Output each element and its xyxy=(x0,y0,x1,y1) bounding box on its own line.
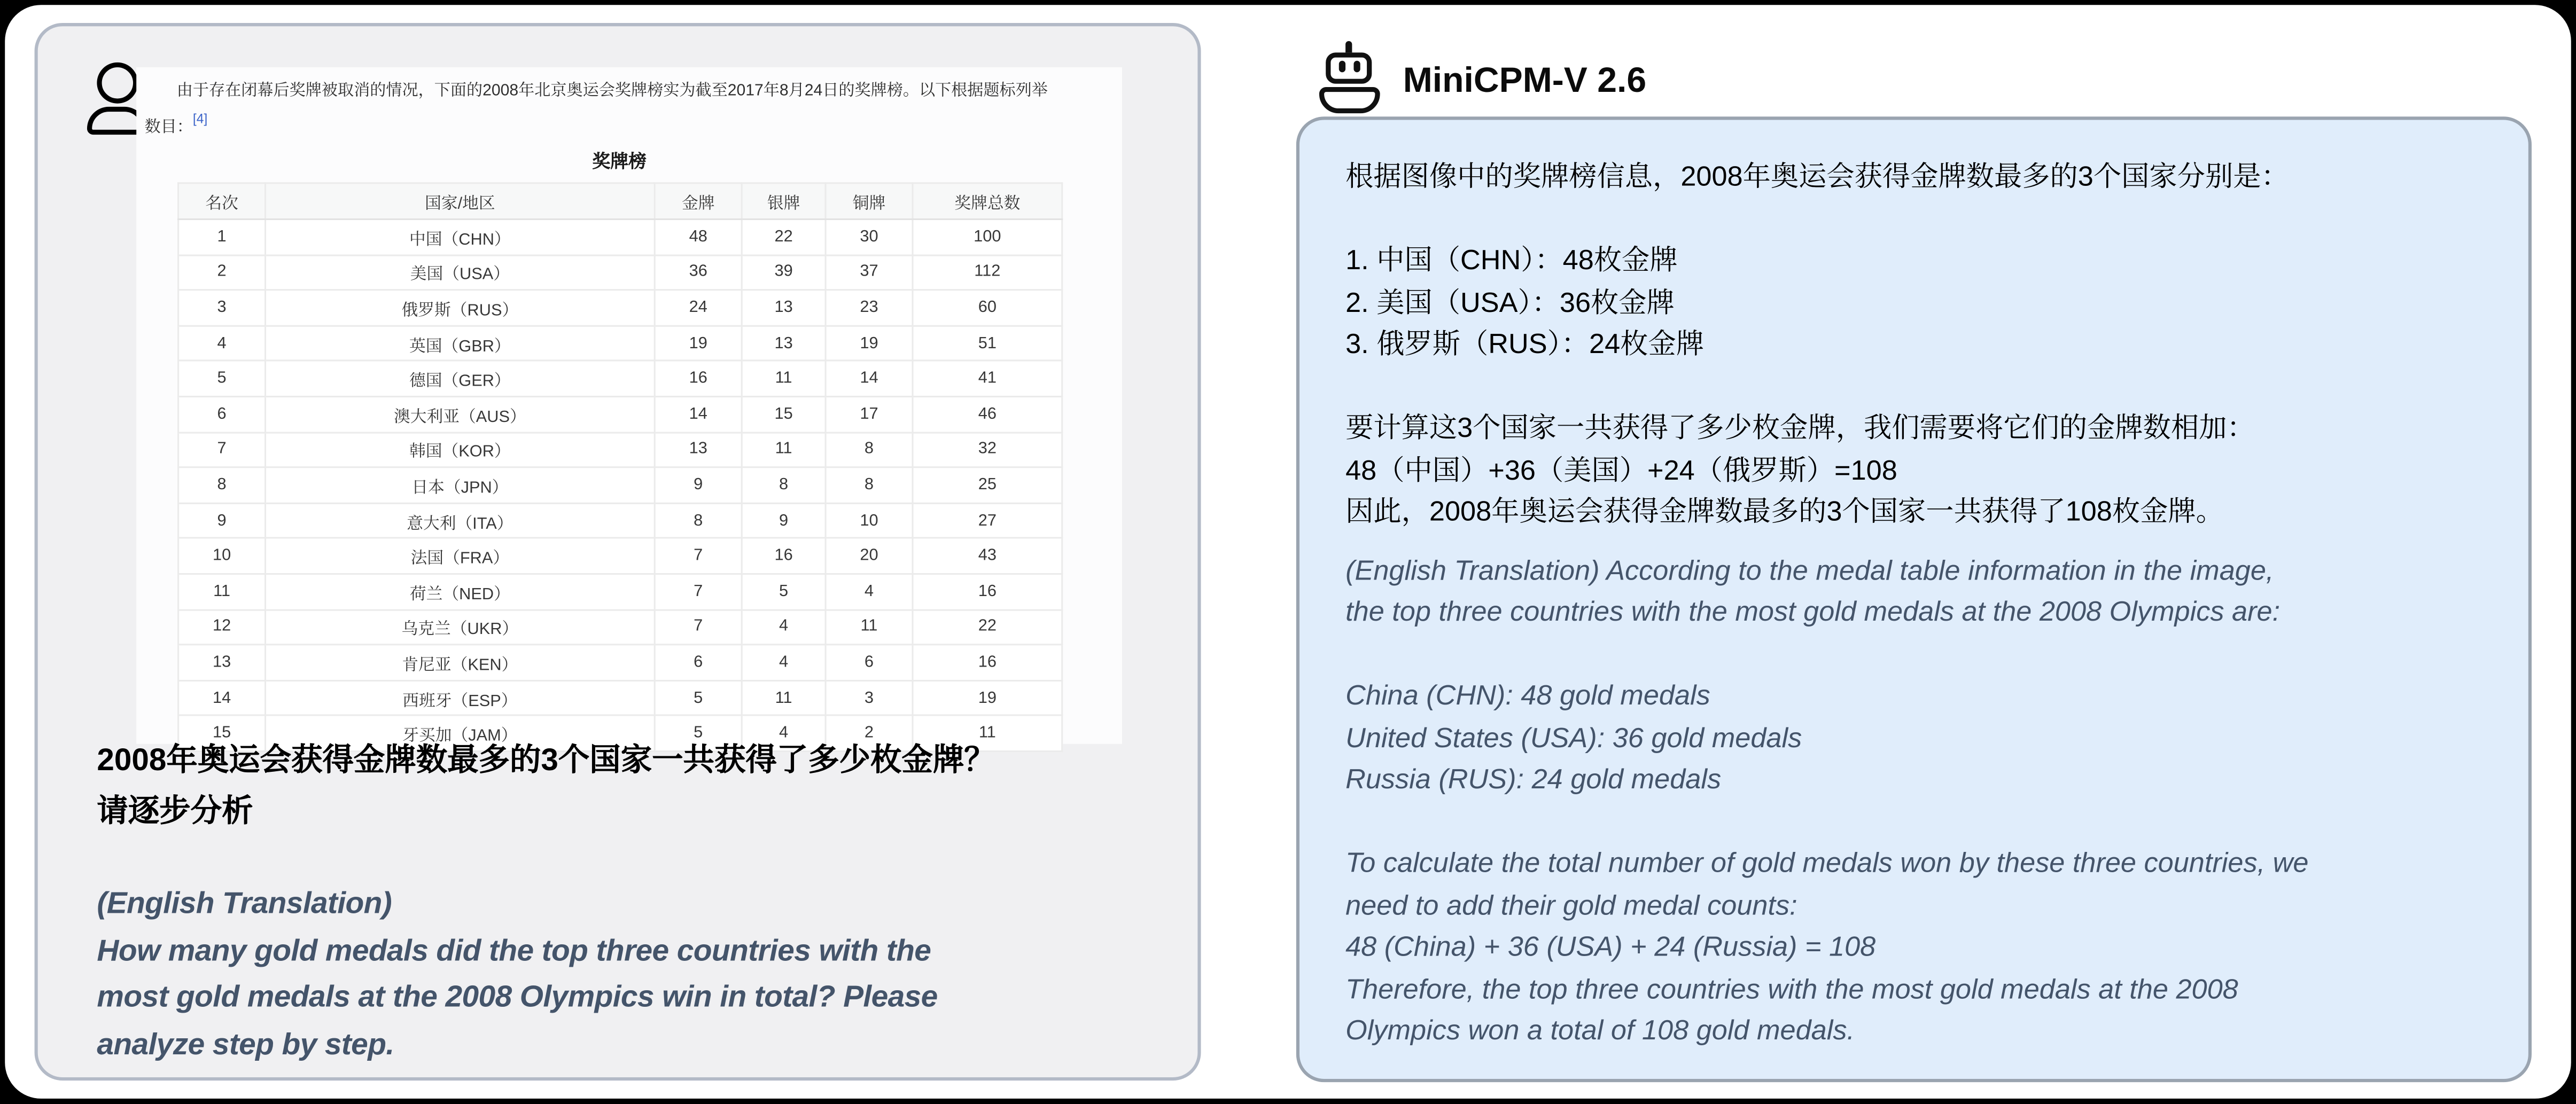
figure-sheet xyxy=(5,5,2571,1099)
table-row xyxy=(178,574,1062,609)
cell-rank: 14 xyxy=(178,680,266,716)
cell-silver: 8 xyxy=(742,467,826,503)
medal-table-header-cell: 银牌 xyxy=(742,183,826,220)
response-line-cn: 因此，2008年奥运会获得金牌数最多的3个国家一共获得了108枚金牌。 xyxy=(1345,496,2224,527)
response-line-en: United States (USA): 36 gold medals xyxy=(1345,722,1802,753)
cell-country: 肯尼亚（KEN） xyxy=(266,645,655,680)
cell-rank: 9 xyxy=(178,503,266,538)
cell-rank: 15 xyxy=(178,716,266,751)
cell-bronze: 10 xyxy=(826,503,913,538)
medal-table-header-cell: 金牌 xyxy=(655,183,742,220)
cell-total: 51 xyxy=(913,326,1062,361)
cell-country: 美国（USA） xyxy=(266,255,655,290)
cell-silver: 39 xyxy=(742,255,826,290)
response-chinese-block xyxy=(1345,156,2482,533)
cell-country: 中国（CHN） xyxy=(266,219,655,254)
response-english-block xyxy=(1345,549,2482,1052)
model-response-bubble xyxy=(1296,116,2532,1082)
response-line-en: To calculate the total number of gold medals won by these three countries, we xyxy=(1345,847,2309,879)
user-question-translation-line: analyze step by step. xyxy=(97,1025,394,1060)
medal-table-body xyxy=(178,219,1062,751)
cell-rank: 8 xyxy=(178,467,266,503)
snippet-paragraph-line2 xyxy=(145,108,1114,145)
cell-country: 乌克兰（UKR） xyxy=(266,609,655,645)
cell-total: 16 xyxy=(913,574,1062,609)
user-icon-head xyxy=(96,62,137,104)
cell-rank: 1 xyxy=(178,219,266,254)
cell-country: 荷兰（NED） xyxy=(266,574,655,609)
cell-gold: 7 xyxy=(655,609,742,645)
cell-silver: 11 xyxy=(742,680,826,716)
table-row xyxy=(178,645,1062,680)
cell-country: 西班牙（ESP） xyxy=(266,680,655,716)
cell-total: 25 xyxy=(913,467,1062,503)
cell-rank: 12 xyxy=(178,609,266,645)
cell-country: 意大利（ITA） xyxy=(266,503,655,538)
cell-silver: 11 xyxy=(742,432,826,467)
table-row xyxy=(178,609,1062,645)
cell-total: 46 xyxy=(913,396,1062,432)
cell-total: 60 xyxy=(913,290,1062,325)
user-question-translation-line: most gold medals at the 2008 Olympics win in total? Please xyxy=(97,978,938,1014)
response-line-cn: 2. 美国（USA）：36枚金牌 xyxy=(1345,286,1675,318)
cell-bronze: 6 xyxy=(826,645,913,680)
cell-total: 112 xyxy=(913,255,1062,290)
table-row xyxy=(178,538,1062,574)
cell-total: 41 xyxy=(913,361,1062,396)
cell-bronze: 8 xyxy=(826,467,913,503)
cell-gold: 13 xyxy=(655,432,742,467)
table-row xyxy=(178,432,1062,467)
cell-rank: 7 xyxy=(178,432,266,467)
cell-country: 德国（GER） xyxy=(266,361,655,396)
cell-rank: 13 xyxy=(178,645,266,680)
cell-rank: 11 xyxy=(178,574,266,609)
cell-bronze: 23 xyxy=(826,290,913,325)
table-row xyxy=(178,396,1062,432)
cell-rank: 4 xyxy=(178,326,266,361)
response-line-cn: 要计算这3个国家一共获得了多少枚金牌，我们需要将它们的金牌数相加： xyxy=(1345,412,2255,444)
cell-gold: 14 xyxy=(655,396,742,432)
response-line-cn: 根据图像中的奖牌榜信息，2008年奥运会获得金牌数最多的3个国家分别是： xyxy=(1345,161,2289,192)
response-line-cn xyxy=(1345,198,2482,239)
cell-gold: 48 xyxy=(655,219,742,254)
robot-head xyxy=(1326,52,1372,83)
user-question-translation-line: How many gold medals did the top three countries with the xyxy=(97,931,931,967)
cell-rank: 3 xyxy=(178,290,266,325)
cell-rank: 6 xyxy=(178,396,266,432)
cell-gold: 19 xyxy=(655,326,742,361)
cell-silver: 4 xyxy=(742,609,826,645)
response-line-en: Olympics won a total of 108 gold medals. xyxy=(1345,1015,1855,1046)
cell-bronze: 14 xyxy=(826,361,913,396)
response-line-en: the top three countries with the most gold medals at the 2008 Olympics are: xyxy=(1345,596,2281,628)
medal-table-header-cell: 铜牌 xyxy=(826,183,913,220)
cell-total: 19 xyxy=(913,680,1062,716)
cell-total: 27 xyxy=(913,503,1062,538)
response-line-en xyxy=(1345,801,2482,842)
response-line-en: need to add their gold medal counts: xyxy=(1345,889,1797,921)
cell-total: 16 xyxy=(913,645,1062,680)
cell-bronze: 20 xyxy=(826,538,913,574)
response-line-en: China (CHN): 48 gold medals xyxy=(1345,679,1710,711)
user-question-line: 2008年奥运会获得金牌数最多的3个国家一共获得了多少枚金牌？ xyxy=(97,743,995,779)
cell-gold: 36 xyxy=(655,255,742,290)
robot-antenna xyxy=(1345,41,1352,53)
response-line-cn xyxy=(1345,365,2482,407)
model-name: MiniCPM-V 2.6 xyxy=(1403,60,1647,100)
cell-silver: 22 xyxy=(742,219,826,254)
table-row xyxy=(178,680,1062,716)
table-row xyxy=(178,219,1062,254)
cell-country: 牙买加（JAM） xyxy=(266,716,655,751)
snippet-paragraph-line1: 由于存在闭幕后奖牌被取消的情况，下面的2008年北京奥运会奖牌榜实为截至2017年8月24日的奖牌榜。以下根据题标列举 xyxy=(176,82,1048,100)
cell-silver: 5 xyxy=(742,574,826,609)
cell-rank: 10 xyxy=(178,538,266,574)
table-row xyxy=(178,467,1062,503)
robot-icon xyxy=(1316,41,1382,120)
cell-gold: 16 xyxy=(655,361,742,396)
robot-eye-left xyxy=(1338,61,1344,73)
cell-total: 32 xyxy=(913,432,1062,467)
cell-total: 100 xyxy=(913,219,1062,254)
user-prompt-panel xyxy=(35,23,1201,1080)
cell-bronze: 30 xyxy=(826,219,913,254)
cell-gold: 24 xyxy=(655,290,742,325)
response-line-en: 48 (China) + 36 (USA) + 24 (Russia) = 108 xyxy=(1345,931,1876,962)
cell-bronze: 3 xyxy=(826,680,913,716)
cell-country: 澳大利亚（AUS） xyxy=(266,396,655,432)
user-question-line: 请逐步分析 xyxy=(97,795,253,829)
cell-silver: 11 xyxy=(742,361,826,396)
cell-silver: 13 xyxy=(742,326,826,361)
response-line-cn: 3. 俄罗斯（RUS）：24枚金牌 xyxy=(1345,328,1704,360)
medal-table-title: 奖牌榜 xyxy=(592,152,647,173)
citation-ref: [4] xyxy=(192,112,208,127)
cell-country: 英国（GBR） xyxy=(266,326,655,361)
cell-silver: 13 xyxy=(742,290,826,325)
cell-gold: 8 xyxy=(655,503,742,538)
cell-bronze: 8 xyxy=(826,432,913,467)
cell-bronze: 17 xyxy=(826,396,913,432)
cell-bronze: 4 xyxy=(826,574,913,609)
table-row xyxy=(178,326,1062,361)
table-row xyxy=(178,290,1062,325)
cell-total: 11 xyxy=(913,716,1062,751)
cell-gold: 7 xyxy=(655,538,742,574)
medal-table-header-cell: 国家/地区 xyxy=(266,183,655,220)
response-line-en: Russia (RUS): 24 gold medals xyxy=(1345,763,1722,795)
cell-silver: 9 xyxy=(742,503,826,538)
user-question-translation-line: (English Translation) xyxy=(97,885,392,920)
model-header xyxy=(1316,38,1646,123)
snippet-paragraph-line2-text: 数目： xyxy=(144,119,193,137)
cell-country: 日本（JPN） xyxy=(266,467,655,503)
medal-table-screenshot xyxy=(136,67,1122,744)
cell-country: 韩国（KOR） xyxy=(266,432,655,467)
response-line-en: (English Translation) According to the medal table information in the image, xyxy=(1345,554,2274,586)
cell-gold: 5 xyxy=(655,716,742,751)
user-question-translation xyxy=(97,880,1181,1068)
cell-total: 22 xyxy=(913,609,1062,645)
table-row xyxy=(178,255,1062,290)
cell-gold: 9 xyxy=(655,467,742,503)
table-row xyxy=(178,503,1062,538)
table-row xyxy=(178,361,1062,396)
medal-table-header-cell: 名次 xyxy=(178,183,266,220)
robot-body xyxy=(1318,87,1379,113)
cell-gold: 5 xyxy=(655,680,742,716)
cell-bronze: 37 xyxy=(826,255,913,290)
response-line-en: Therefore, the top three countries with the most gold medals at the 2008 xyxy=(1345,973,2238,1005)
cell-bronze: 19 xyxy=(826,326,913,361)
medal-table xyxy=(177,182,1063,752)
robot-eye-right xyxy=(1353,61,1359,73)
cell-silver: 16 xyxy=(742,538,826,574)
cell-gold: 7 xyxy=(655,574,742,609)
cell-silver: 4 xyxy=(742,645,826,680)
snippet-paragraph xyxy=(145,75,1114,145)
cell-bronze: 11 xyxy=(826,609,913,645)
cell-country: 法国（FRA） xyxy=(266,538,655,574)
medal-table-header-row xyxy=(178,183,1062,220)
cell-rank: 2 xyxy=(178,255,266,290)
cell-gold: 6 xyxy=(655,645,742,680)
response-line-cn: 1. 中国（CHN）：48枚金牌 xyxy=(1345,245,1678,276)
response-line-en xyxy=(1345,633,2482,675)
cell-silver: 4 xyxy=(742,716,826,751)
cell-bronze: 2 xyxy=(826,716,913,751)
medal-table-header-cell: 奖牌总数 xyxy=(913,183,1062,220)
cell-total: 43 xyxy=(913,538,1062,574)
cell-country: 俄罗斯（RUS） xyxy=(266,290,655,325)
cell-silver: 15 xyxy=(742,396,826,432)
cell-rank: 5 xyxy=(178,361,266,396)
response-line-cn: 48（中国）+36（美国）+24（俄罗斯）=108 xyxy=(1345,454,1897,486)
user-question xyxy=(97,735,1181,837)
